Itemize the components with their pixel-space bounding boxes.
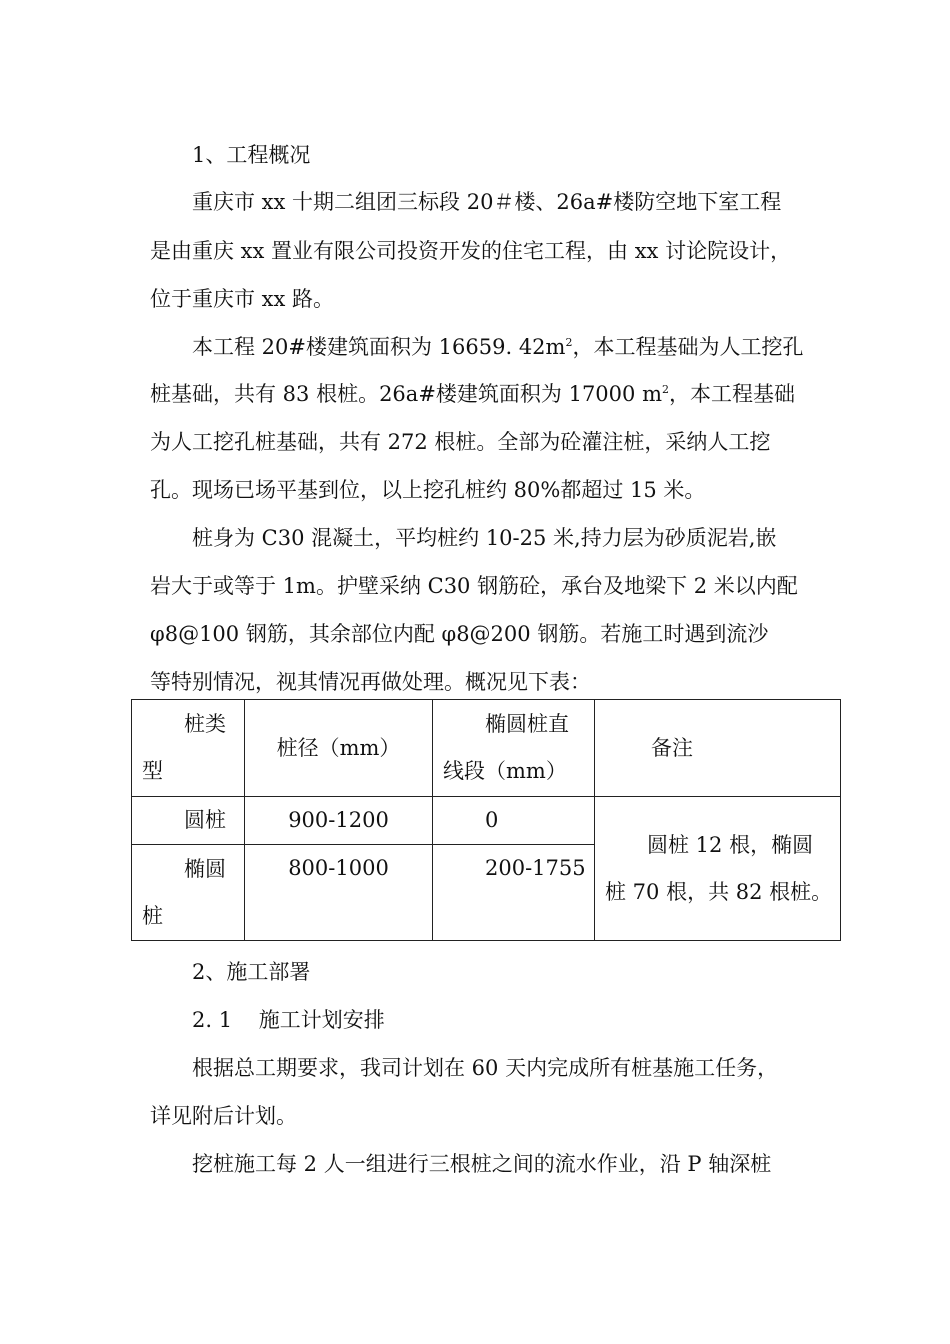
- paragraph-text: 桩基础，共有 83 根桩。26a#楼建筑面积为 17000 m: [150, 382, 662, 406]
- paragraph-text: ，本工程基础: [668, 382, 795, 406]
- header-text: 椭圆桩直: [485, 712, 569, 736]
- cell-diameter: [245, 845, 433, 941]
- cell-text: 0: [485, 808, 499, 832]
- table-row: [132, 797, 841, 845]
- cell-text: 圆桩 12 根，椭圆: [647, 832, 814, 857]
- header-cell-type: [132, 700, 245, 797]
- cell-remark: [595, 797, 841, 941]
- paragraph-line: 桩身为 C30 混凝土，平均桩约 10-25 米,持力层为砂质泥岩,嵌: [192, 526, 777, 550]
- paragraph-line: 岩大于或等于 1m。护壁采纳 C30 钢筋砼，承台及地梁下 2 米以内配: [150, 574, 798, 598]
- paragraph-text: 本工程 20#楼建筑面积为 16659. 42m: [192, 335, 566, 359]
- section-heading-2: 2、施工部署: [192, 960, 311, 984]
- cell-diameter: 900-1200: [245, 797, 433, 845]
- paragraph-line: 等特别情况，视其情况再做处理。概况见下表：: [150, 670, 591, 694]
- cell-text: 桩 70 根，共 82 根桩。: [605, 879, 833, 904]
- paragraph-line: 重庆市 xx 十期二组团三标段 20＃楼、26a#楼防空地下室工程: [192, 190, 782, 214]
- superscript: 2: [661, 383, 669, 396]
- paragraph-line: [192, 337, 803, 358]
- pile-overview-table: [131, 699, 841, 941]
- header-text: 备注: [651, 735, 693, 760]
- header-text: 型: [142, 759, 163, 783]
- header-cell-ellipse: [433, 700, 595, 797]
- paragraph-line: 位于重庆市 xx 路。: [150, 287, 335, 311]
- paragraph-line: 挖桩施工每 2 人一组进行三根桩之间的流水作业，沿 P 轴深桩: [192, 1152, 772, 1176]
- paragraph-text: ，本工程基础为人工挖孔: [572, 335, 804, 359]
- section-heading-1: 1、工程概况: [192, 143, 311, 167]
- superscript: 2: [565, 336, 573, 349]
- cell-type: [132, 845, 245, 941]
- paragraph-line: φ8@100 钢筋，其余部位内配 φ8@200 钢筋。若施工时遇到流沙: [150, 622, 769, 646]
- cell-text: 200-1755: [485, 856, 586, 880]
- header-cell-diameter: 桩径（mm）: [245, 700, 433, 797]
- header-cell-remark: [595, 700, 841, 797]
- cell-type: [132, 797, 245, 845]
- cell-text: 圆桩: [184, 808, 226, 832]
- paragraph-line: [150, 384, 795, 405]
- table-header-row: [132, 700, 841, 797]
- paragraph-line: 详见附后计划。: [150, 1104, 297, 1128]
- cell-text: 桩: [142, 903, 163, 928]
- paragraph-line: 根据总工期要求，我司计划在 60 天内完成所有桩基施工任务，: [192, 1056, 779, 1080]
- header-text: 线段（mm）: [443, 759, 567, 783]
- cell-text: 椭圆: [184, 856, 226, 881]
- cell-straight: [433, 845, 595, 941]
- cell-text: 800-1000: [288, 856, 389, 880]
- header-text: 桩类: [184, 712, 226, 736]
- section-heading-2-1: 2. 1 施工计划安排: [192, 1008, 385, 1032]
- paragraph-line: 是由重庆 xx 置业有限公司投资开发的住宅工程，由 xx 讨论院设计，: [150, 239, 792, 263]
- paragraph-line: 为人工挖孔桩基础，共有 272 根桩。全部为砼灌注桩，采纳人工挖: [150, 430, 771, 454]
- paragraph-line: 孔。现场已场平基到位，以上挖孔桩约 80%都超过 15 米。: [150, 478, 706, 502]
- cell-straight: [433, 797, 595, 845]
